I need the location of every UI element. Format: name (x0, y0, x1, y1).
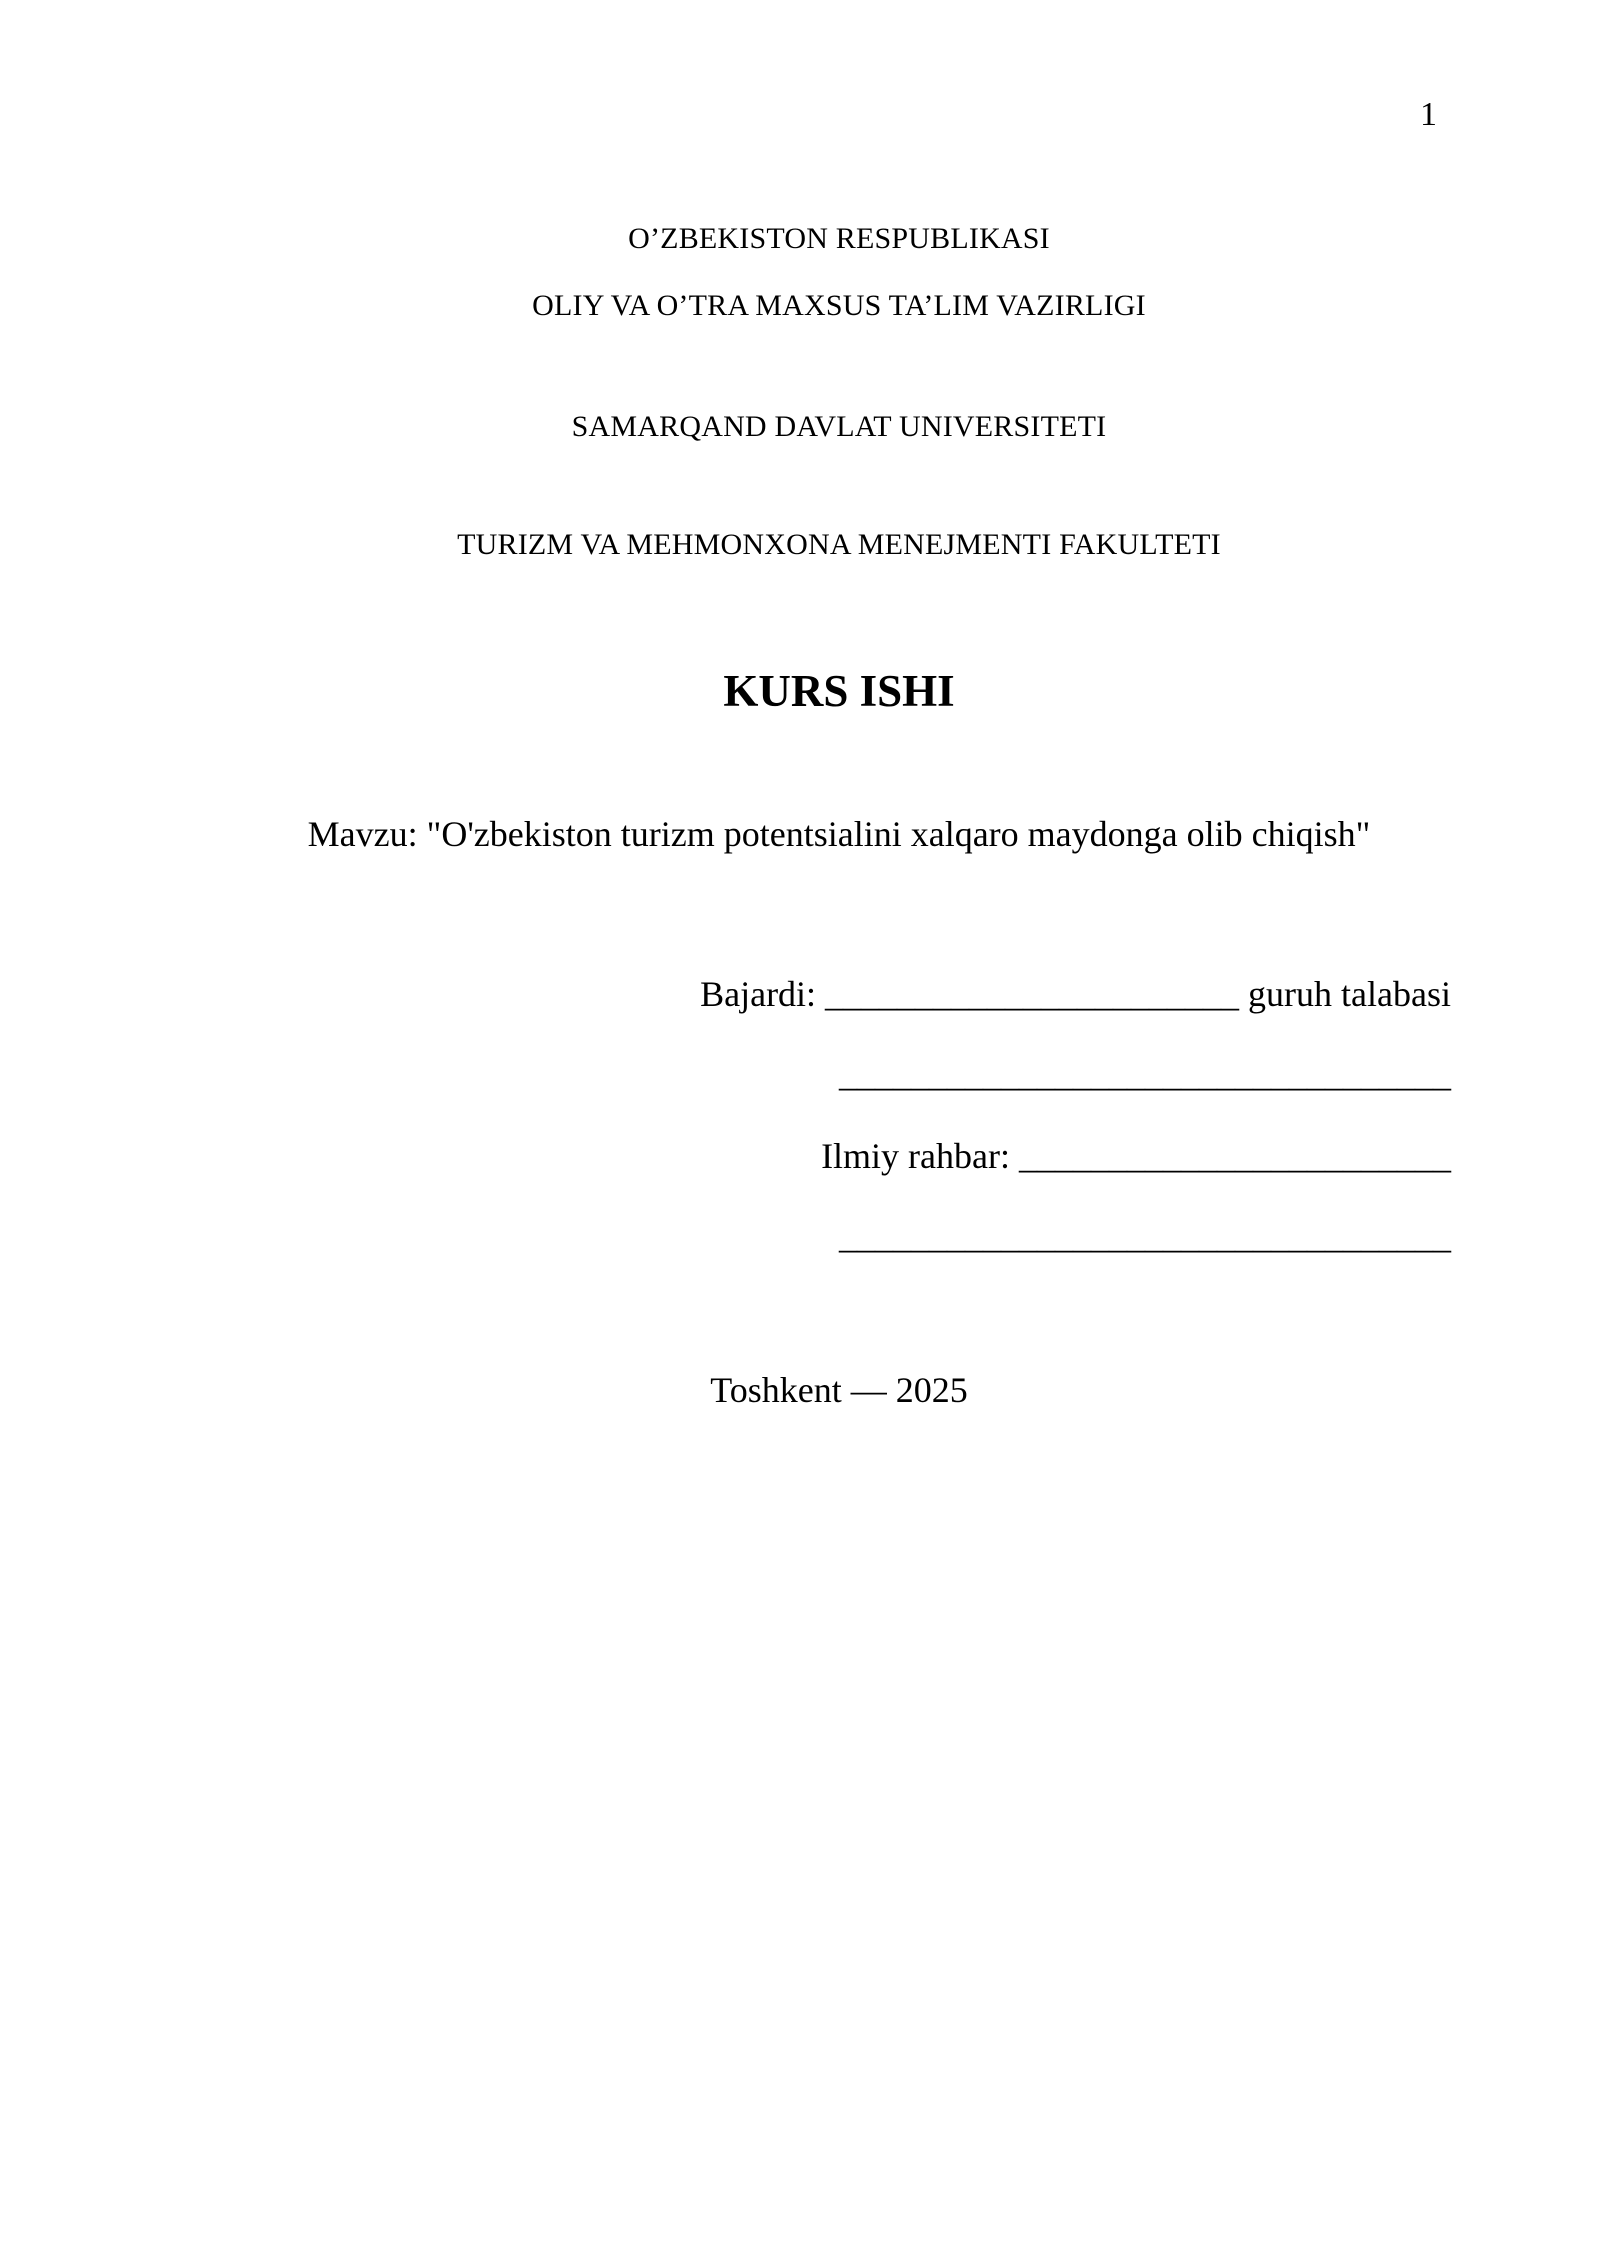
city-year: Toshkent — 2025 (710, 1370, 968, 1410)
republic-heading: O’ZBEKISTON RESPUBLIKASI (628, 222, 1050, 255)
document-title: KURS ISHI (723, 666, 955, 716)
university-heading: SAMARQAND DAVLAT UNIVERSITETI (571, 410, 1107, 443)
faculty-heading: TURIZM VA MEHMONXONA MENEJMENTI FAKULTETI (457, 528, 1221, 561)
performed-by-line: Bajardi: _______________________ guruh talabasi (700, 974, 1451, 1014)
supervisor-name-blank: __________________________________ (839, 1216, 1451, 1256)
student-name-blank: __________________________________ (839, 1054, 1451, 1094)
page-number: 1 (1420, 96, 1437, 133)
ministry-heading: OLIY VA O’TRA MAXSUS TA’LIM VAZIRLIGI (532, 289, 1146, 322)
supervisor-line: Ilmiy rahbar: ________________________ (821, 1136, 1451, 1176)
topic-line: Mavzu: "O'zbekiston turizm potentsialini xalqaro maydonga olib chiqish" (307, 814, 1371, 854)
